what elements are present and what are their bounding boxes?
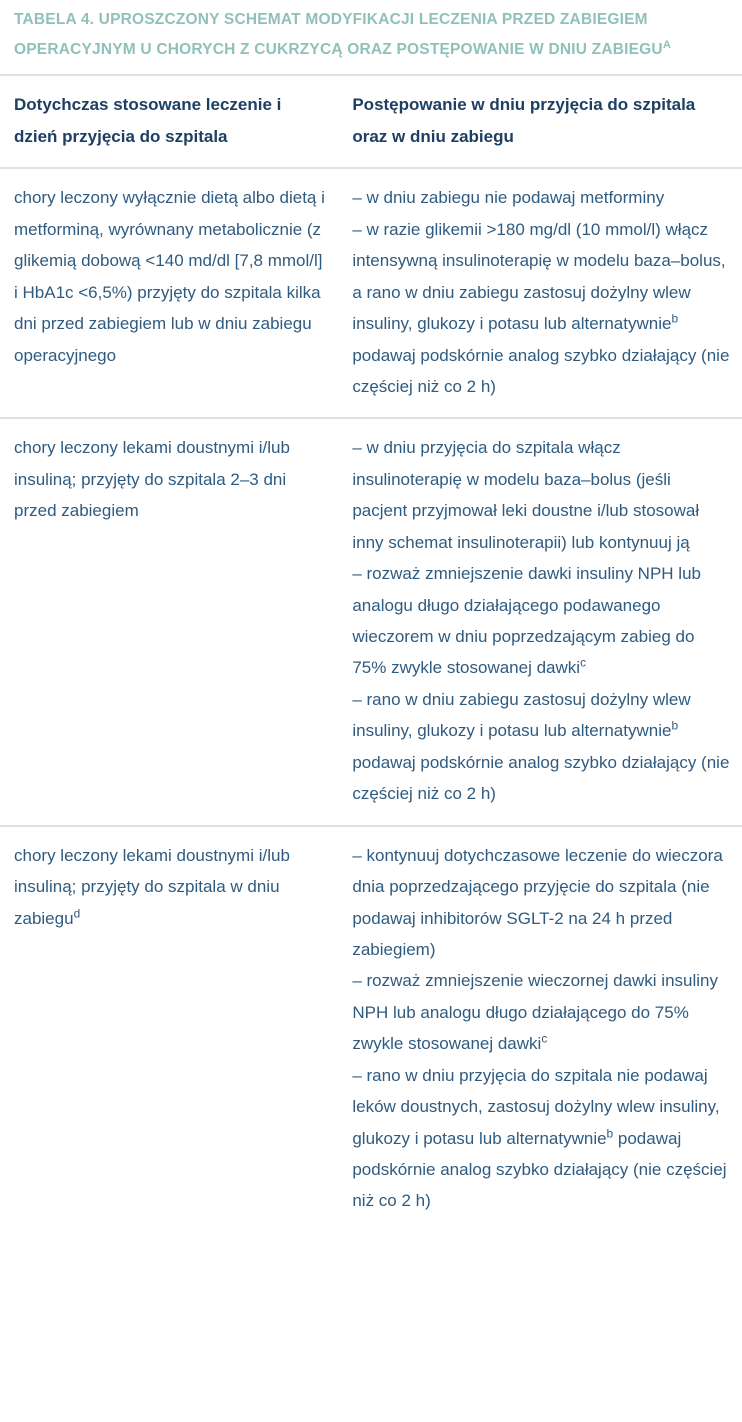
col-header-procedure-day: Postępowanie w dniu przyjęcia do szpitala oraz w dniu zabiegu bbox=[338, 75, 742, 168]
superscript-note-ref: d bbox=[73, 905, 81, 920]
procedure-cell: – kontynuuj dotychczasowe leczenie do wieczora dnia poprzedzającego przyjęcie do szpitala (nie podawaj inhibitorów SGLT-2 na 24 h przed zabiegiem) – rozważ zmniejszenie wieczornej dawki insuliny NPH lub analogu długo działającego do 75% zwykle stosowanej dawki$^c$ – rano w dniu przyjęcia do szpitala nie podawaj leków doustnych, zastosuj dożylny wlew insuliny, glukozy i potasu lub alternatywnie$^b$ podawaj podskórnie analog szybko działający (nie częściej niż co 2 h) bbox=[338, 826, 742, 1232]
superscript-note-ref: b bbox=[671, 718, 679, 733]
superscript-note-ref: b bbox=[606, 1125, 614, 1140]
header-row bbox=[0, 75, 742, 168]
col-header-current-treatment: Dotychczas stosowane leczenie i dzień przyjęcia do szpitala bbox=[0, 75, 338, 168]
treatment-cell: chory leczony wyłącznie dietą albo dietą i metforminą, wyrównany metabolicznie (z glikemią dobową <140 md/dl [7,8 mmol/l] i HbA1c <6,5%) przyjęty do szpitala kilka dni przed zabiegiem lub w dniu zabiegu operacyjnego bbox=[14, 188, 325, 365]
table-title: TABELA 4. UPROSZCZONY SCHEMAT MODYFIKACJI LECZENIA PRZED ZABIEGIEM OPERACYJNYM U CHORYCH Z CUKRZYCĄ ORAZ POSTĘPOWANIE W DNIU $ZABIEGU^A$ bbox=[14, 11, 672, 59]
treatment-cell: chory leczony lekami doustnymi i/lub insuliną; przyjęty do szpitala 2–3 dni przed zabiegiem bbox=[0, 418, 338, 825]
procedure-cell: – w dniu zabiegu nie podawaj metforminy – w razie glikemii >180 mg/dl (10 mmol/l) włącz intensywną insulinoterapię w modelu baza–bolus, a rano w dniu zabiegu zastosuj dożylny wlew insuliny, glukozy i potasu lub alternatywnie$^b$ podawaj podskórnie analog szybko działający (nie częściej niż co 2 h) bbox=[352, 188, 730, 396]
superscript-note-ref: b bbox=[671, 311, 679, 326]
table-row bbox=[0, 168, 742, 418]
superscript-note-ref: A bbox=[662, 39, 672, 52]
table-row bbox=[0, 826, 742, 1232]
treatment-cell: chory leczony lekami doustnymi i/lub insuliną; przyjęty do szpitala w dniu zabiegu$^d$ bbox=[0, 826, 338, 1232]
table-body bbox=[0, 168, 742, 1232]
treatment-modification-table bbox=[0, 74, 742, 1231]
superscript-note-ref: c bbox=[541, 1031, 548, 1046]
table-row bbox=[0, 418, 742, 825]
superscript-note-ref: c bbox=[580, 655, 587, 670]
procedure-cell: – w dniu przyjęcia do szpitala włącz insulinoterapię w modelu baza–bolus (jeśli pacjent przyjmował leki doustne i/lub stosował inny schemat insulinoterapii) lub kontynuuj ją – rozważ zmniejszenie dawki insuliny NPH lub analogu długo działającego podawanego wieczorem w dniu poprzedzającym zabieg do 75% zwykle stosowanej dawki$^c$ – rano w dniu zabiegu zastosuj dożylny wlew insuliny, glukozy i potasu lub alternatywnie$^b$ podawaj podskórnie analog szybko działający (nie częściej niż co 2 h) bbox=[338, 418, 742, 825]
